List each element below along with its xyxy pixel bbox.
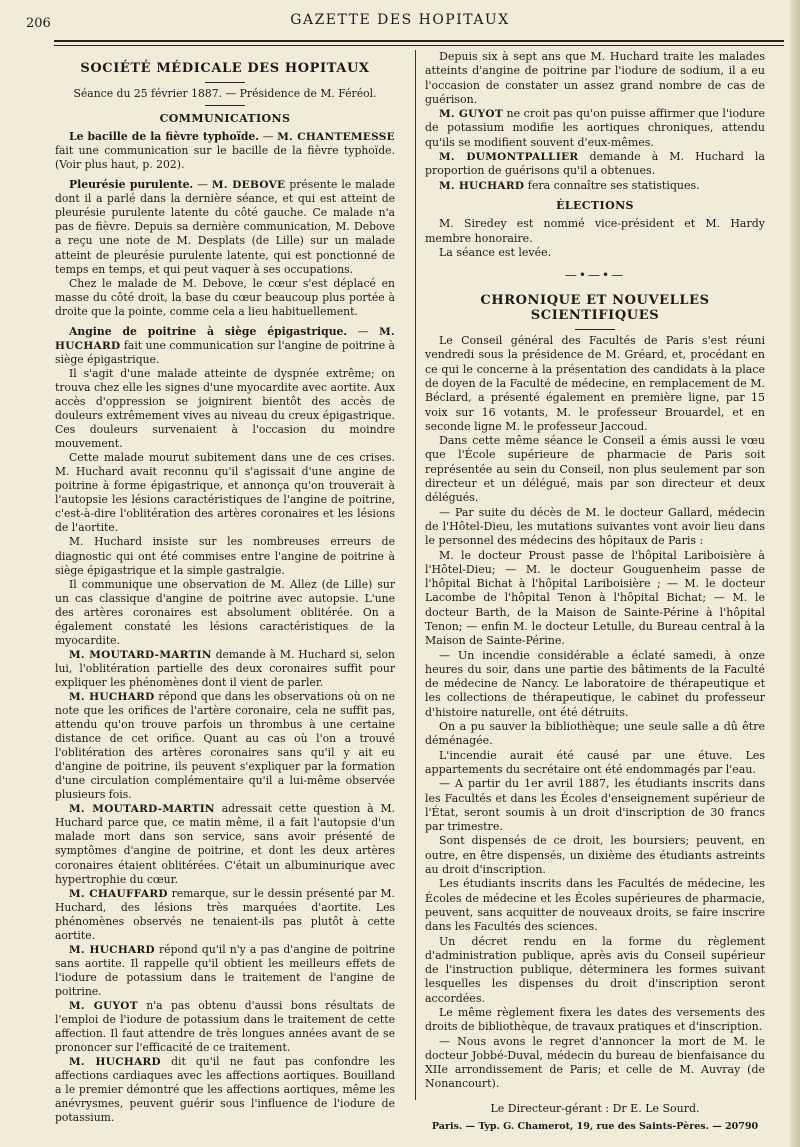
paragraph: Sont dispensés de ce droit, les boursiers; peuvent, en outre, en être dispensés, un dixième des étudiants astreints au droit d'inscription.	[425, 834, 765, 877]
paragraph: Le bacille de la fièvre typhoïde. — M. CHANTEMESSE fait une communication sur le bacille de la fièvre typhoïde. (Voir plus haut, p. 202).	[55, 130, 395, 172]
paragraph: M. GUYOT n'a pas obtenu d'aussi bons résultats de l'emploi de l'iodure de potassium dans le traitement de cette affection. Il faut attendre de très longues années avant de se prononcer sur l'efficacité de ce traitement.	[55, 999, 396, 1055]
paragraph: M. DUMONTPALLIER demande à M. Huchard la proportion de guérisons qu'il a obtenues.	[425, 150, 765, 178]
paragraph: — A partir du 1er avril 1887, les étudiants inscrits dans les Facultés et dans les Écoles d'enseignement supérieur de l'État, seront soumis à un droit d'inscription de 30 francs par trimestre.	[425, 777, 765, 834]
section-title: CHRONIQUE ET NOUVELLES SCIENTIFIQUES	[480, 293, 710, 323]
paragraph: M. CHAUFFARD remarque, sur le dessin présenté par M. Huchard, des lésions très marquées d'aortite. Les phénomènes observés ne tenaient-ils pas plutôt à cette aortite.	[55, 886, 395, 942]
page-edge	[790, 0, 800, 1147]
header-rule-thin	[54, 45, 784, 46]
paragraph: M. HUCHARD fera connaître ses statistiques.	[439, 178, 700, 192]
paragraph: Le Conseil général des Facultés de Paris s'est réuni vendredi sous la présidence de M. Gréard, et, procédant en ce qui le concerne à la présentation des candidats à la place de doyen de la Faculté de médecine, en remplacement de M. Béclard, a présenté également en première ligne, par 15 voix sur 16 votants, M. le professeur Brouardel, et en seconde ligne M. le professeur Jaccoud.	[425, 334, 765, 433]
short-rule	[575, 329, 615, 330]
page-number: 206	[26, 16, 51, 31]
paragraph: Dans cette même séance le Conseil a émis aussi le vœu que l'École supérieure de pharmacie de Paris soit représentée au sein du Conseil, non plus seulement par son directeur et un délégué, mais par son directeur et deux délégués.	[425, 434, 765, 505]
column-divider	[415, 50, 416, 1100]
short-rule	[205, 82, 245, 83]
short-rule	[205, 105, 245, 106]
paragraph: — Nous avons le regret d'annoncer la mort de M. le docteur Jobbé-Duval, médecin du bureau de bienfaisance du XIIe arrondissement de Paris; et celle de M. Auvray (de Nonancourt).	[425, 1034, 765, 1091]
paragraph: Chez le malade de M. Debove, le cœur s'est déplacé en masse du côté droit, la base du cœur beaucoup plus portée à droite que la pointe, comme cela a lieu habituellement.	[55, 276, 395, 318]
session-line: Séance du 25 février 1887. — Présidence de M. Féréol.	[73, 87, 377, 101]
running-title: GAZETTE DES HOPITAUX	[290, 12, 510, 28]
paragraph: L'incendie aurait été causé par une étuve. Les appartements du secrétaire ont été endommagés par l'eau.	[425, 748, 765, 776]
paragraph: M. Siredey est nommé vice-président et M. Hardy membre honoraire.	[425, 217, 765, 245]
paragraph: M. GUYOT ne croit pas qu'on puisse affirmer que l'iodure de potassium modifie les aortiques chroniques, attendu qu'ils se modifient souvent d'eux-mêmes.	[425, 107, 765, 149]
ornament-divider: —•—•—	[564, 268, 626, 283]
paragraph: M. HUCHARD répond que dans les observations où on ne note que les orifices de l'artère coronaire, cela ne suffit pas, attendu qu'on trouve parfois un thrombus à une certaine distance de cet orifice. Quant au cas où l'on a trouvé l'oblitération des artères coronaires sans qu'il y ait eu d'angine de poitrine, ils peuvent s'expliquer par la formation d'une circulation complémentaire qu'il a lui-même observée plusieurs fois.	[55, 689, 395, 802]
paragraph: M. HUCHARD répond qu'il n'y a pas d'angine de poitrine sans aortite. Il rappelle qu'il obtient les meilleurs effets de l'iodure de potassium dans le traitement de l'angine de poitrine.	[55, 942, 395, 998]
signature: Le Directeur-gérant : Dr E. Le Sourd.	[490, 1101, 700, 1115]
paragraph: M. le docteur Proust passe de l'hôpital Lariboisière à l'Hôtel-Dieu; — M. le docteur Gouguenheim passe de l'hôpital Bichat à l'hôpital Lariboisière ; — M. le docteur Lacombe de l'hôpital Tenon à l'hôpital Bichat; — M. le docteur Barth, de la Maison de Sainte-Périne à l'hôpital Tenon; — enfin M. le docteur Letulle, du Bureau central à la Maison de Sainte-Périne.	[425, 548, 765, 648]
paragraph: Angine de poitrine à siège épigastrique. — M. HUCHARD fait une communication sur l'angine de poitrine à siège épigastrique.	[55, 324, 395, 366]
paragraph: La séance est levée.	[439, 245, 552, 259]
paragraph: On a pu sauver la bibliothèque; une seule salle a dû être déménagée.	[425, 720, 765, 748]
paragraph: M. MOUTARD-MARTIN demande à M. Huchard si, selon lui, l'oblitération partielle des deux coronaires suffit pour expliquer les phénomènes dont il vient de parler.	[55, 647, 395, 689]
paragraph: Un décret rendu en la forme du règlement d'administration publique, après avis du Conseil supérieur de l'instruction publique, déterminera les formes suivant lesquelles les dispenses du droit d'inscription seront accordées.	[425, 934, 765, 1005]
paragraph: — Par suite du décès de M. le docteur Gallard, médecin de l'Hôtel-Dieu, les mutations suivantes vont avoir lieu dans le personnel des médecins des hôpitaux de Paris :	[425, 505, 765, 548]
paragraph: Cette malade mourut subitement dans une de ces crises. M. Huchard avait reconnu qu'il s'agissait d'une angine de poitrine à forme épigastrique, et annonça qu'on trouverait à l'autopsie les lésions caractéristiques de l'angine de poitrine, c'est-à-dire l'oblitération des artères coronaires et les lésions de l'aortite.	[55, 451, 395, 535]
paragraph: — Un incendie considérable a éclaté samedi, à onze heures du soir, dans une partie des bâtiments de la Faculté de médecine de Nancy. Le laboratoire de thérapeutique et les collections de thérapeutique, le cabinet du professeur d'histoire naturelle, ont été détruits.	[425, 648, 765, 719]
subsection-title: ÉLECTIONS	[556, 198, 634, 212]
subsection-title: COMMUNICATIONS	[159, 112, 291, 126]
section-title: SOCIÉTÉ MÉDICALE DES HOPITAUX	[80, 61, 370, 76]
paragraph: Il communique une observation de M. Allez (de Lille) sur un cas classique d'angine de poitrine avec autopsie. L'une des artères coronaires est absolument oblitérée. On a également constaté les lésions caractéristiques de la myocardite.	[55, 577, 395, 647]
paragraph: Le même règlement fixera les dates des versements des droits de bibliothèque, de travaux pratiques et d'inscription.	[425, 1006, 765, 1034]
paragraph: Il s'agit d'une malade atteinte de dyspnée extrême; on trouva chez elle les signes d'une myocardite avec aortite. Aux accès d'oppression se joignirent bientôt des accès de douleurs extrêmement vives au niveau du creux épigastrique. Ces douleurs survenaient à l'occasion du moindre mouvement.	[55, 366, 395, 451]
paragraph: Depuis six à sept ans que M. Huchard traite les malades atteints d'angine de poitrine par l'iodure de sodium, il a eu l'occasion de constater un assez grand nombre de cas de guérison.	[425, 50, 765, 106]
paragraph: Les étudiants inscrits dans les Facultés de médecine, les Écoles de médecine et les Écoles supérieures de pharmacie, peuvent, sans acquitter de nouveaux droits, se faire inscrire dans les Facultés des sciences.	[425, 877, 765, 934]
paragraph: Pleurésie purulente. — M. DEBOVE présente le malade dont il a parlé dans la dernière séance, et qui est atteint de pleurésie purulente latente du côté gauche. Ce malade n'a pas de fièvre. Depuis sa dernière communication, M. Debove a reçu une note de M. Desplats (de Lille) sur un malade atteint de pleurésie purulente latente, qui est ponctionné de temps en temps, et qui peut vaquer à ses occupations.	[55, 178, 395, 276]
paragraph: M. MOUTARD-MARTIN adressait cette question à M. Huchard parce que, ce matin même, il a fait l'autopsie d'un malade mort dans son service, sans avoir présenté de symptômes d'angine de poitrine, et dont les deux artères coronaires étaient oblitérées. C'était un albuminurique avec hypertrophie du cœur.	[55, 802, 395, 886]
paragraph: M. HUCHARD dit qu'il ne faut pas confondre les affections cardiaques avec les affections aortiques. Bouilland a le premier démontré que les affections aortiques, même les anévrysmes, peuvent guérir sous l'influence de l'iodure de potassium.	[55, 1055, 395, 1125]
right-column	[425, 50, 765, 1134]
printer-imprint: Paris. — Typ. G. Chamerot, 19, rue des Saints-Pères. — 20790	[431, 1121, 759, 1133]
left-column	[55, 50, 395, 1125]
header-rule	[54, 40, 784, 42]
paragraph: M. Huchard insiste sur les nombreuses erreurs de diagnostic qui ont été commises entre l'angine de poitrine à siège épigastrique et la simple gastralgie.	[55, 535, 395, 577]
